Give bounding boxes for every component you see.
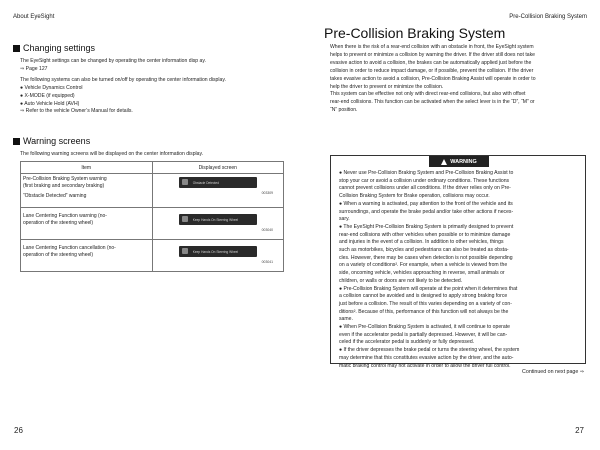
page-number: 27 bbox=[575, 426, 584, 435]
warning-label: WARNING bbox=[429, 156, 489, 167]
square-bullet-icon bbox=[13, 138, 20, 145]
figure-code: 003309 bbox=[261, 191, 273, 195]
section-title-warning-screens: Warning screens bbox=[13, 136, 90, 146]
page-number: 26 bbox=[14, 426, 23, 435]
arrow-right-icon: ⇒ bbox=[579, 369, 584, 375]
intro-paragraph: When there is the risk of a rear-end collision with an obstacle in front, the EyeSight system helps to prevent or minimize a collision by warning the driver. If the driver still does not take evasive action to avoid a collision, the brakes can be automatically applied just before the collision in order to reduce impact damage, or if possible, prevent the collision. If the driver takes evasive action to avoid a collision, Pre-Collision Braking Assist will operate in order to help the driver to prevent or minimize the collision. This system can be effective not only with direct rear-end collisions, but also with offset rear-end collisions. This function can be activated when the select lever is in the “D”, “M” or “N” position. bbox=[330, 44, 536, 114]
warning-list: ● Never use Pre-Collision Braking System and Pre-Collision Braking Assist to stop your car or avoid a collision under ordinary conditions. These functions cannot prevent collisions under all conditions. If the driver relies only on Pre- Collision Braking System for Brake operation, collisions may occur. ● When a warning is activated, pay attention to the front of the vehicle and its surroundings, and operate the brake pedal and/or take other actions if neces- sary. ● The EyeSight Pre-Collision Braking System is primarily designed to prevent rear-end collisions with other vehicles when possible or to minimize damage and injuries in the event of a collision. In addition to other vehicles, things such as motorbikes, bicycles and pedestrians can also be treated as obsta- cles. However, there may be cases when detection is not possible depending on a variety of conditions². For example, when a vehicle is viewed from the side, oncoming vehicle, vehicles approaching in reverse, small animals or children, or walls or doors are not likely to be detected. ● Pre-Collision Braking System will operate at the point when it determines that a collision cannot be avoided and is designed to apply strong braking force just before a collision. The result of this varies depending on a variety of con- ditions². Because of this, performance of this function will not always be the same. ● When Pre-Collision Braking System is activated, it will continue to operate even if the accelerator pedal is partially depressed. However, it will be can- celed if the accelerator pedal is suddenly or fully depressed. ● If the driver depresses the brake pedal or turns the steering wheel, the system may determine that this constitutes evasive action by the driver, and the auto- matic braking control may not activate in order to allow the driver full control. bbox=[339, 170, 520, 369]
changing-settings-body: The EyeSight settings can be changed by operating the center information disp ay. ⇒ Page 127 The following systems can also be turned on/off by operating the center information display. ● Vehicle Dynamics Control ● X-MODE (if equipped) ● Auto Vehicle Hold (AVH) ⇒ Refer to the vehicle Owner’s Manual for details. bbox=[20, 58, 226, 115]
warning-screens-table bbox=[20, 161, 284, 272]
table-row: Lane Centering Function cancellation (no- operation of the steering wheel) Keep Hands On Steering Wheel 003041 bbox=[21, 240, 284, 272]
figure-code: 003041 bbox=[261, 260, 273, 264]
warning-screens-intro: The following warning screens will be displayed on the center information display. bbox=[20, 151, 204, 157]
display-screen-image: Keep Hands On Steering Wheel bbox=[179, 246, 257, 257]
steering-wheel-icon bbox=[182, 216, 188, 222]
table-header-screen: Displayed screen bbox=[152, 162, 284, 174]
right-page bbox=[300, 0, 600, 450]
running-head: Pre-Collision Braking System bbox=[509, 14, 587, 20]
steering-wheel-icon bbox=[182, 248, 188, 254]
figure-code: 003040 bbox=[261, 228, 273, 232]
warning-box bbox=[330, 155, 586, 369]
page-title: Pre-Collision Braking System bbox=[324, 25, 506, 41]
table-row: Lane Centering Function warning (no- operation of the steering wheel) Keep Hands On Steering Wheel 003040 bbox=[21, 208, 284, 240]
continued-note: Continued on next page ⇒ bbox=[522, 369, 584, 375]
table-row: Pre-Collision Braking System warning (first braking and secondary braking) “Obstacle Detected” warning Obstacle Detected 003309 bbox=[21, 174, 284, 208]
display-screen-image: Keep Hands On Steering Wheel bbox=[179, 214, 257, 225]
running-head: About EyeSight bbox=[13, 14, 55, 20]
warning-display-icon bbox=[182, 179, 188, 185]
warning-triangle-icon bbox=[441, 159, 447, 165]
table-header-item: Item bbox=[21, 162, 153, 174]
square-bullet-icon bbox=[13, 45, 20, 52]
display-screen-image: Obstacle Detected bbox=[179, 177, 257, 188]
section-title-changing-settings: Changing settings bbox=[13, 43, 95, 53]
